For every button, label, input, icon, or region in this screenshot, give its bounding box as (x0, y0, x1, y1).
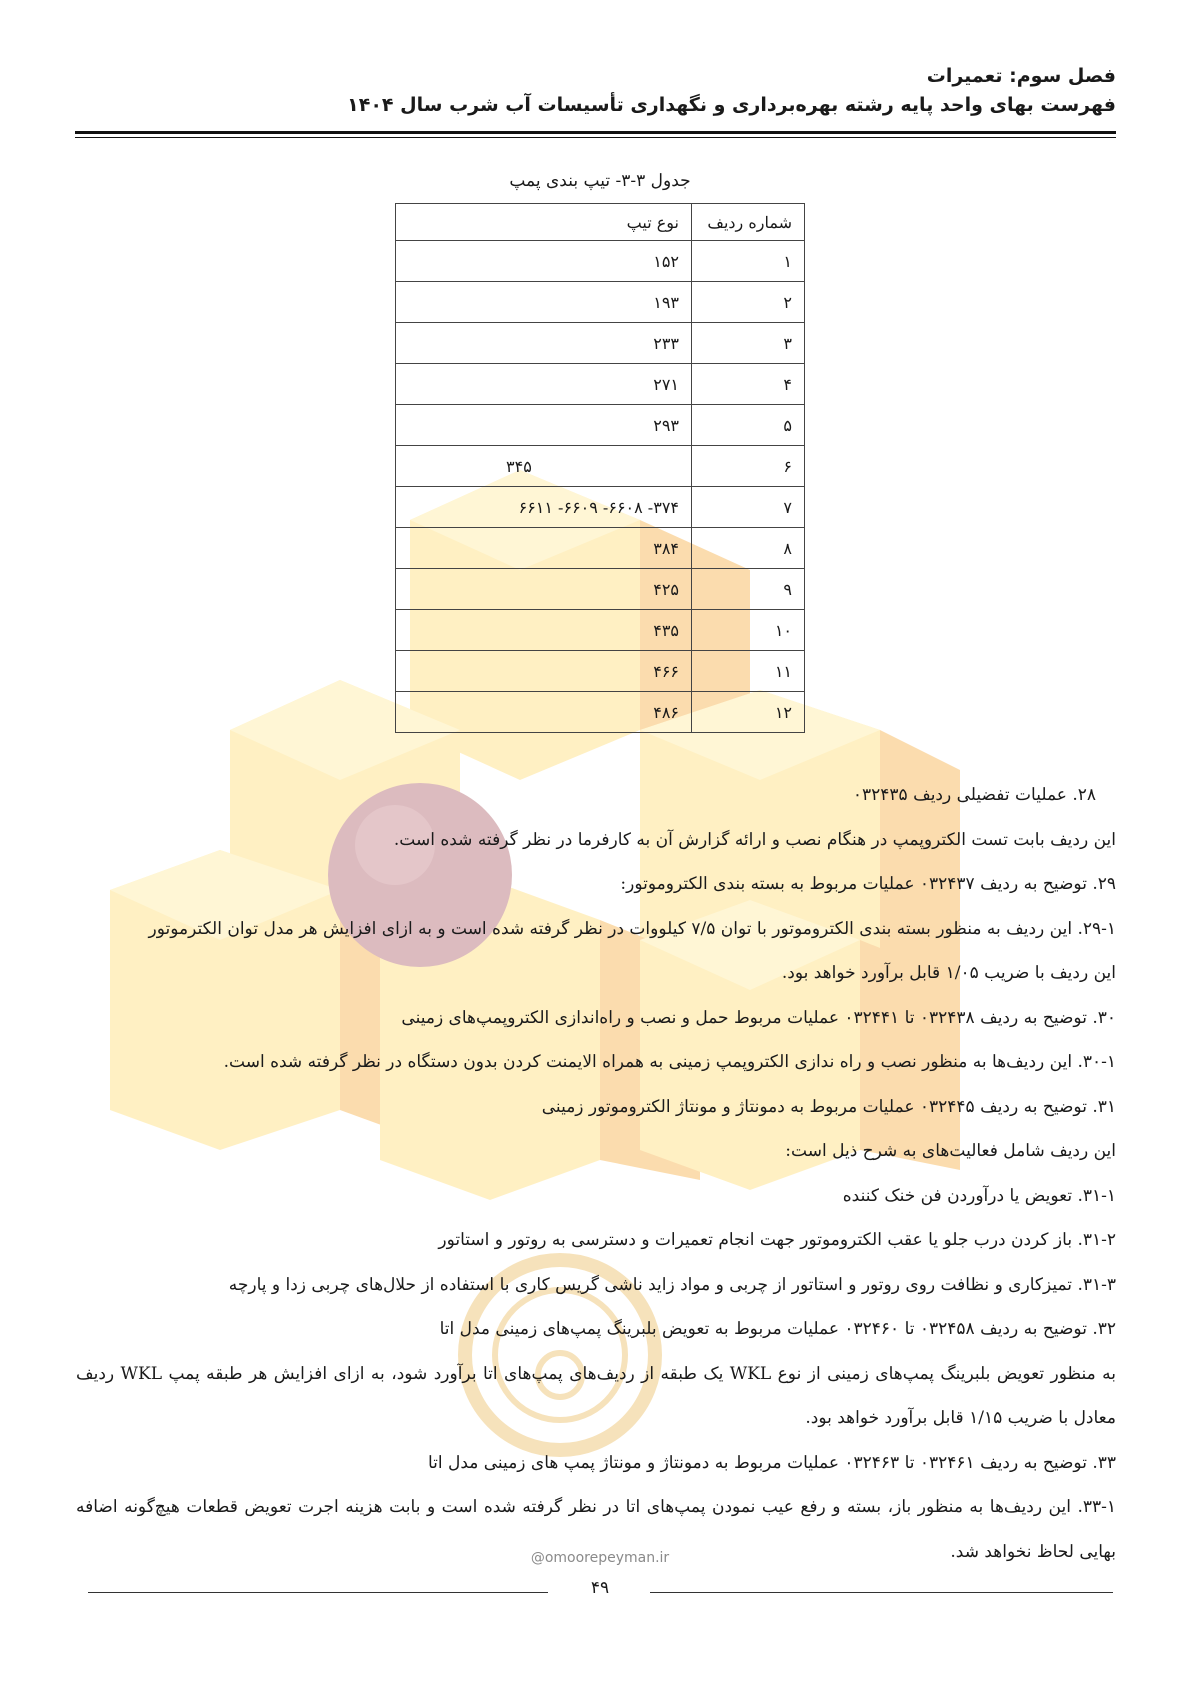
list-item: ۳۱-۱. تعویض یا درآوردن فن خنک کننده (842, 1185, 1116, 1206)
table-row (396, 610, 805, 651)
cell-type: ۲۳۳ (396, 323, 692, 364)
table-caption: جدول ۳-۳- تیپ بندی پمپ (509, 171, 691, 191)
cell-row-number: ۳ (692, 323, 805, 364)
header-rule-thick (75, 131, 1116, 134)
document-title: فهرست بهای واحد پایه رشته بهره‌برداری و نگهداری تأسیسات آب شرب سال ۱۴۰۴ (347, 94, 1116, 116)
column-header-row-number: شماره ردیف (692, 204, 805, 241)
table-row (396, 487, 805, 528)
paragraph-28-heading: ۲۸. عملیات تفضیلی ردیف ۰۳۲۴۳۵ (852, 785, 1096, 805)
paragraph: ۳۳-۱. این ردیف‌ها به منظور باز، بسته و رفع عیب نمودن پمپ‌های اتا در نظر گرفته شده است و بابت هزینه اجرت تعویض قطعات هیچ‌گونه اضافه بهایی لحاظ نخواهد شد. (76, 1497, 1116, 1562)
paragraph: این ردیف شامل فعالیت‌های به شرح ذیل است: (785, 1141, 1116, 1161)
paragraph-30-heading: ۳۰. توضیح به ردیف ۰۳۲۴۳۸ تا ۰۳۲۴۴۱ عملیات مربوط حمل و نصب و راه‌اندازی الکتروپمپ‌های زمینی (401, 1007, 1116, 1028)
cell-row-number: ۲ (692, 282, 805, 323)
paragraph: این ردیف بابت تست الکتروپمپ در هنگام نصب و ارائه گزارش آن به کارفرما در نظر گرفته شده است. (393, 829, 1116, 850)
table-row (396, 241, 805, 282)
paragraph-29-heading: ۲۹. توضیح به ردیف ۰۳۲۴۳۷ عملیات مربوط به بسته بندی الکتروموتور: (620, 874, 1116, 894)
cell-row-number: ۱۱ (692, 651, 805, 692)
paragraph: ۳۰-۱. این ردیف‌ها به منظور نصب و راه ندازی الکتروپمپ زمینی به همراه الایمنت کردن بدون دستگاه در نظر گرفته شده است. (223, 1052, 1116, 1072)
table-row (396, 446, 805, 487)
paragraph: به منظور تعویض بلبرینگ پمپ‌های زمینی از نوع WKL یک طبقه از ردیف‌های پمپ‌های اتا برآورد شود، به ازای افزایش هر طبقه پمپ WKL ردیف معادل با ضریب ۱/۱۵ قابل برآورد خواهد بود. (76, 1363, 1116, 1428)
list-item: ۳۱-۳. تمیزکاری و نظافت روی روتور و استاتور از چربی و مواد زاید ناشی گریس کاری با استفاده از حلال‌های چربی زدا و پارچه (228, 1274, 1116, 1295)
cell-type: ۴۲۵ (396, 569, 692, 610)
cell-row-number: ۸ (692, 528, 805, 569)
table-row (396, 323, 805, 364)
cell-type: ۴۸۶ (396, 692, 692, 733)
paragraph-31-heading: ۳۱. توضیح به ردیف ۰۳۲۴۴۵ عملیات مربوط به دمونتاژ و مونتاژ الکتروموتور زمینی (541, 1096, 1116, 1117)
page-number: ۴۹ (590, 1578, 610, 1598)
footer-rule-left (88, 1592, 548, 1593)
table-row (396, 528, 805, 569)
cell-row-number: ۶ (692, 446, 805, 487)
table-row (396, 405, 805, 446)
cell-type: ۳۸۴ (396, 528, 692, 569)
table-row (396, 692, 805, 733)
cell-row-number: ۹ (692, 569, 805, 610)
cell-row-number: ۱۲ (692, 692, 805, 733)
paragraph-33-heading: ۳۳. توضیح به ردیف ۰۳۲۴۶۱ تا ۰۳۲۴۶۳ عملیات مربوط به دمونتاژ و مونتاژ پمپ های زمینی مدل اتا (427, 1452, 1116, 1473)
cell-row-number: ۵ (692, 405, 805, 446)
cell-row-number: ۱۰ (692, 610, 805, 651)
cell-row-number: ۱ (692, 241, 805, 282)
cell-row-number: ۷ (692, 487, 805, 528)
cell-row-number: ۴ (692, 364, 805, 405)
cell-type: ۱۵۲ (396, 241, 692, 282)
cell-type: ۲۹۳ (396, 405, 692, 446)
cell-type: ۴۳۵ (396, 610, 692, 651)
column-header-type: نوع تیپ (396, 204, 692, 241)
pump-type-table (395, 203, 805, 733)
paragraph: این ردیف با ضریب ۱/۰۵ قابل برآورد خواهد بود. (781, 963, 1116, 983)
chapter-title: فصل سوم: تعمیرات (926, 65, 1116, 87)
paragraph: ۲۹-۱. این ردیف به منظور بسته بندی الکتروموتور با توان ۷/۵ کیلووات در نظر گرفته شده است و به ازای افزایش هر مدل توان الکترموتور (148, 918, 1116, 939)
table-row (396, 569, 805, 610)
table-row (396, 651, 805, 692)
table-row (396, 364, 805, 405)
cell-type: ۳۴۵ (396, 446, 692, 487)
page-header (76, 62, 1116, 120)
header-rule-thin (75, 137, 1116, 138)
cell-type: ۱۹۳ (396, 282, 692, 323)
cell-type: ۲۷۱ (396, 364, 692, 405)
footer-rule-right (650, 1592, 1113, 1593)
list-item: ۳۱-۲. باز کردن درب جلو یا عقب الکتروموتور جهت انجام تعمیرات و دسترسی به روتور و استاتور (438, 1230, 1116, 1250)
cell-type: ۳۷۴- ۶۶۰۸- ۶۶۰۹- ۶۶۱۱ (396, 487, 692, 528)
table-header-row (396, 204, 805, 241)
paragraph-32-heading: ۳۲. توضیح به ردیف ۰۳۲۴۵۸ تا ۰۳۲۴۶۰ عملیات مربوط به تعویض بلبرینگ پمپ‌های زمینی مدل اتا (439, 1319, 1116, 1339)
body-text (76, 773, 1116, 1574)
table-row (396, 282, 805, 323)
cell-type: ۴۶۶ (396, 651, 692, 692)
watermark-website: @omoorepeyman.ir (530, 1550, 670, 1566)
